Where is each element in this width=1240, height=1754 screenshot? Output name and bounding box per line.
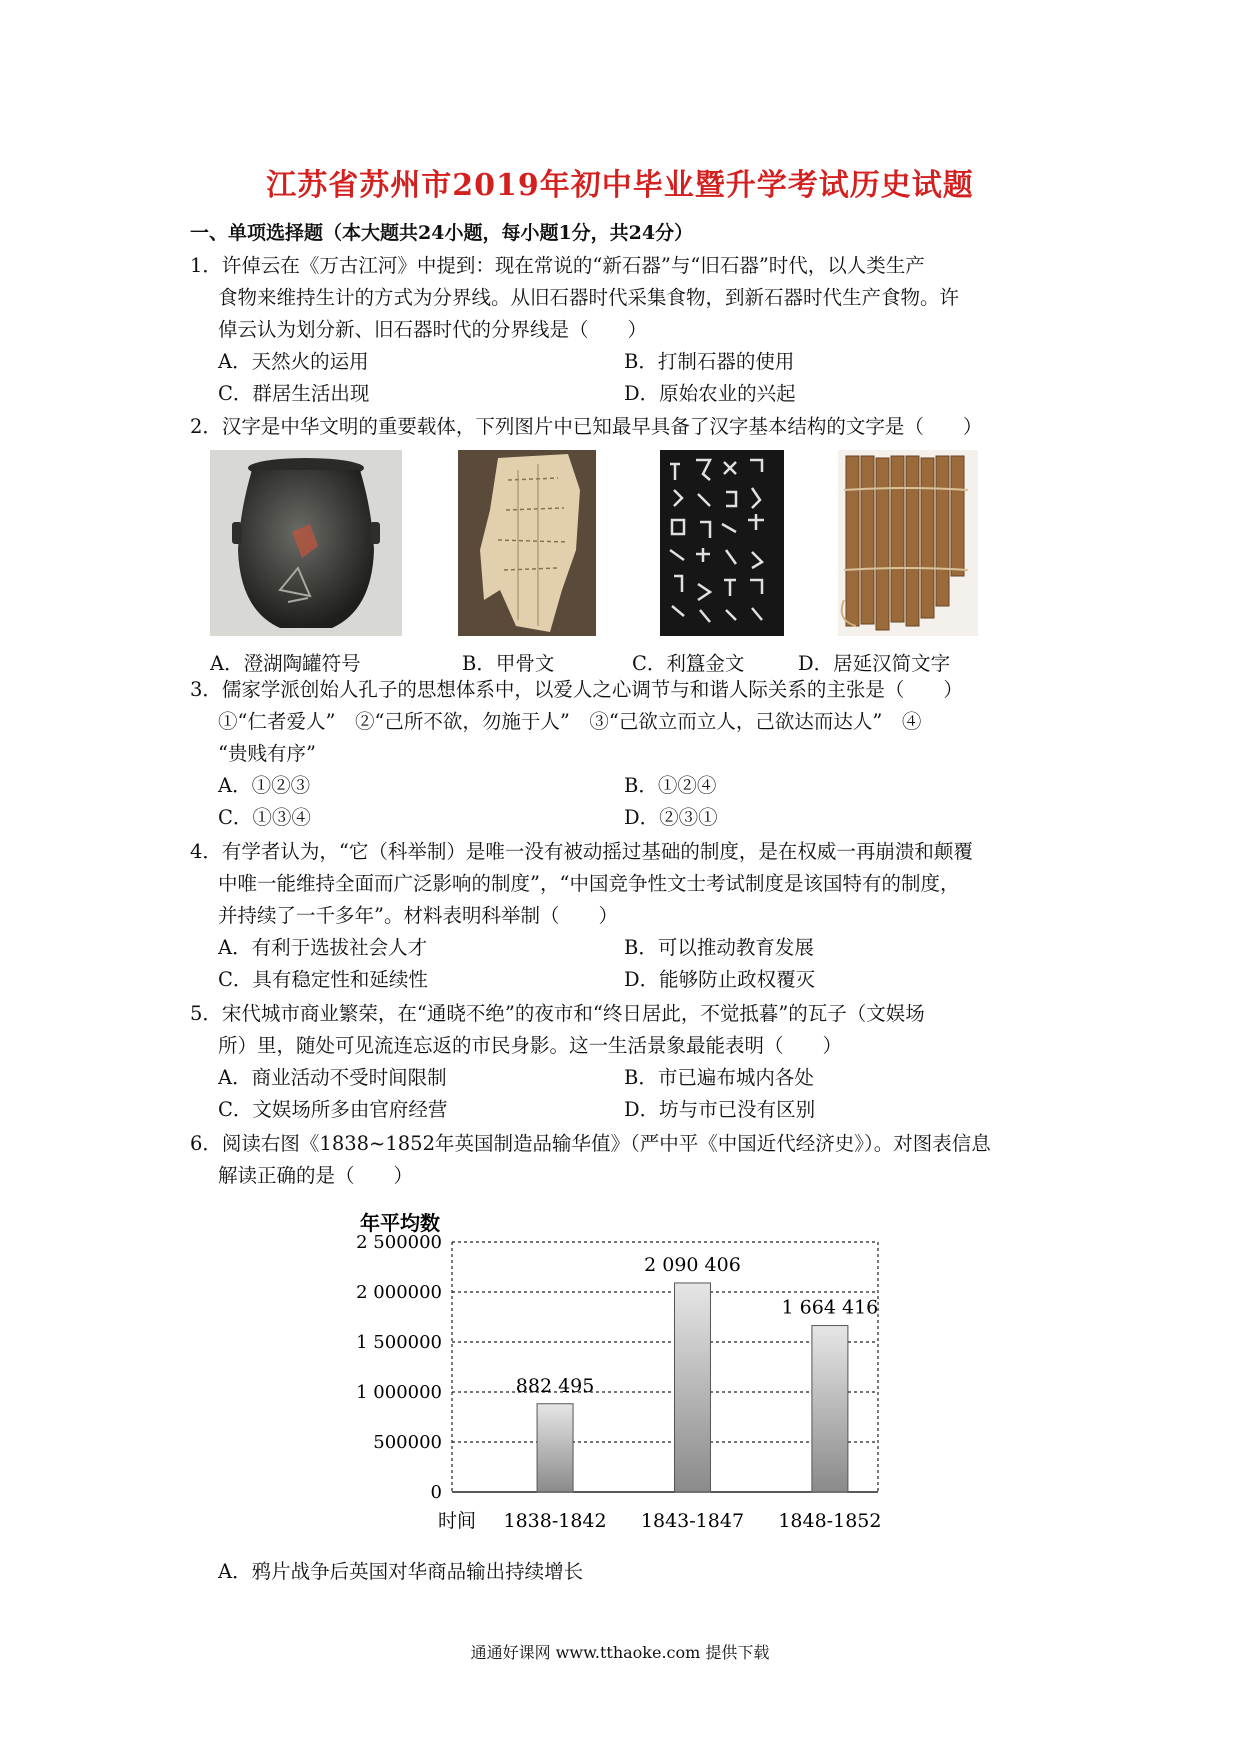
section-heading: 一、单项选择题（本大题共24小题，每小题1分，共24分） <box>190 222 694 244</box>
q3-line-3: “贵贱有序” <box>218 742 316 765</box>
chart-ytick-label: 1 000000 <box>356 1382 442 1403</box>
q5-option-c[interactable]: C．文娱场所多由官府经营 <box>218 1098 448 1121</box>
export-bar-chart <box>340 1200 900 1540</box>
q1-option-a[interactable]: A．天然火的运用 <box>218 350 369 373</box>
oracle-bone-image <box>458 450 596 636</box>
q4-line-2: 中唯一能维持全面而广泛影响的制度”，“中国竞争性文士考试制度是该国特有的制度， <box>218 872 960 895</box>
q3-line-2: ①“仁者爱人” ②“己所不欲，勿施于人” ③“己欲立而立人，己欲达而达人” ④ <box>218 710 922 733</box>
q1-line-2: 食物来维持生计的方式为分界线。从旧石器时代采集食物，到新石器时代生产食物。许 <box>218 286 960 309</box>
chart-category-label: 1838-1842 <box>503 1510 607 1532</box>
q4-option-c[interactable]: C．具有稳定性和延续性 <box>218 968 428 991</box>
chart-ytick-label: 2 000000 <box>356 1282 442 1303</box>
q1-line-3: 倬云认为划分新、旧石器时代的分界线是（ ） <box>218 318 648 341</box>
chart-bar <box>537 1404 573 1492</box>
q4-option-b[interactable]: B．可以推动教育发展 <box>624 936 814 959</box>
q6-line-1: 6．阅读右图《1838~1852年英国制造品输华值》（严中平《中国近代经济史》）。对图表信息 <box>190 1132 991 1155</box>
q5-line-1: 5．宋代城市商业繁荣，在“通晓不绝”的夜市和“终日居此，不觉抵暮”的瓦子（文娱场 <box>190 1002 925 1025</box>
page-footer: 通通好课网 www.tthaoke.com 提供下载 <box>470 1643 770 1662</box>
q2-line-1: 2．汉字是中华文明的重要载体，下列图片中已知最早具备了汉字基本结构的文字是（ ） <box>190 415 983 438</box>
q4-line-1: 4．有学者认为，“它（科举制）是唯一没有被动摇过基础的制度，是在权威一再崩溃和颠覆 <box>190 840 973 863</box>
chart-data-label: 1 664 416 <box>781 1296 879 1319</box>
chart-category-label: 1843-1847 <box>640 1510 745 1532</box>
chart-ytick-label: 500000 <box>373 1432 442 1453</box>
q2-option-b[interactable]: B．甲骨文 <box>462 652 555 675</box>
q4-option-a[interactable]: A．有利于选拔社会人才 <box>218 936 428 959</box>
q2-option-c[interactable]: C．利簋金文 <box>632 652 745 675</box>
q3-option-b[interactable]: B．①②④ <box>624 774 717 797</box>
q3-option-c[interactable]: C．①③④ <box>218 806 311 829</box>
chart-bar <box>674 1283 710 1492</box>
bronze-inscription-image <box>660 450 784 636</box>
q1-option-b[interactable]: B．打制石器的使用 <box>624 350 795 373</box>
q1-line-1: 1．许倬云在《万古江河》中提到：现在常说的“新石器”与“旧石器”时代，以人类生产 <box>190 254 925 277</box>
q5-option-a[interactable]: A．商业活动不受时间限制 <box>218 1066 447 1089</box>
q1-option-c[interactable]: C．群居生活出现 <box>218 382 370 405</box>
bamboo-slips-image <box>838 450 978 636</box>
chart-data-label: 882 495 <box>515 1374 595 1397</box>
q3-option-a[interactable]: A．①②③ <box>218 774 311 797</box>
chart-bar <box>812 1326 848 1492</box>
jar-image <box>210 450 402 636</box>
q6-option-a[interactable]: A．鸦片战争后英国对华商品输出持续增长 <box>218 1560 584 1583</box>
q6-line-2: 解读正确的是（ ） <box>218 1164 414 1187</box>
q5-option-d[interactable]: D．坊与市已没有区别 <box>624 1098 816 1121</box>
q3-option-d[interactable]: D．②③① <box>624 806 718 829</box>
chart-category-label: 1848-1852 <box>778 1510 882 1532</box>
chart-data-label: 2 090 406 <box>644 1253 741 1276</box>
chart-ylabel: 年平均数 <box>360 1211 440 1235</box>
q2-option-a[interactable]: A．澄湖陶罐符号 <box>210 652 361 675</box>
q2-option-d[interactable]: D．居延汉简文字 <box>798 652 951 675</box>
chart-ytick-label: 1 500000 <box>356 1332 442 1353</box>
q5-line-2: 所）里，随处可见流连忘返的市民身影。这一生活景象最能表明（ ） <box>218 1034 843 1057</box>
q4-line-3: 并持续了一千多年”。材料表明科举制（ ） <box>218 904 618 927</box>
chart-xlabel: 时间 <box>438 1510 477 1532</box>
chart-ytick-label: 0 <box>430 1482 442 1503</box>
q4-option-d[interactable]: D．能够防止政权覆灭 <box>624 968 816 991</box>
q1-option-d[interactable]: D．原始农业的兴起 <box>624 382 796 405</box>
q3-line-1: 3．儒家学派创始人孔子的思想体系中，以爱人之心调节与和谐人际关系的主张是（ ） <box>190 678 963 701</box>
chart-ytick-label: 2 500000 <box>356 1232 442 1253</box>
q5-option-b[interactable]: B．市已遍布城内各处 <box>624 1066 814 1089</box>
exam-title: 江苏省苏州市2019年初中毕业暨升学考试历史试题 <box>266 168 974 203</box>
